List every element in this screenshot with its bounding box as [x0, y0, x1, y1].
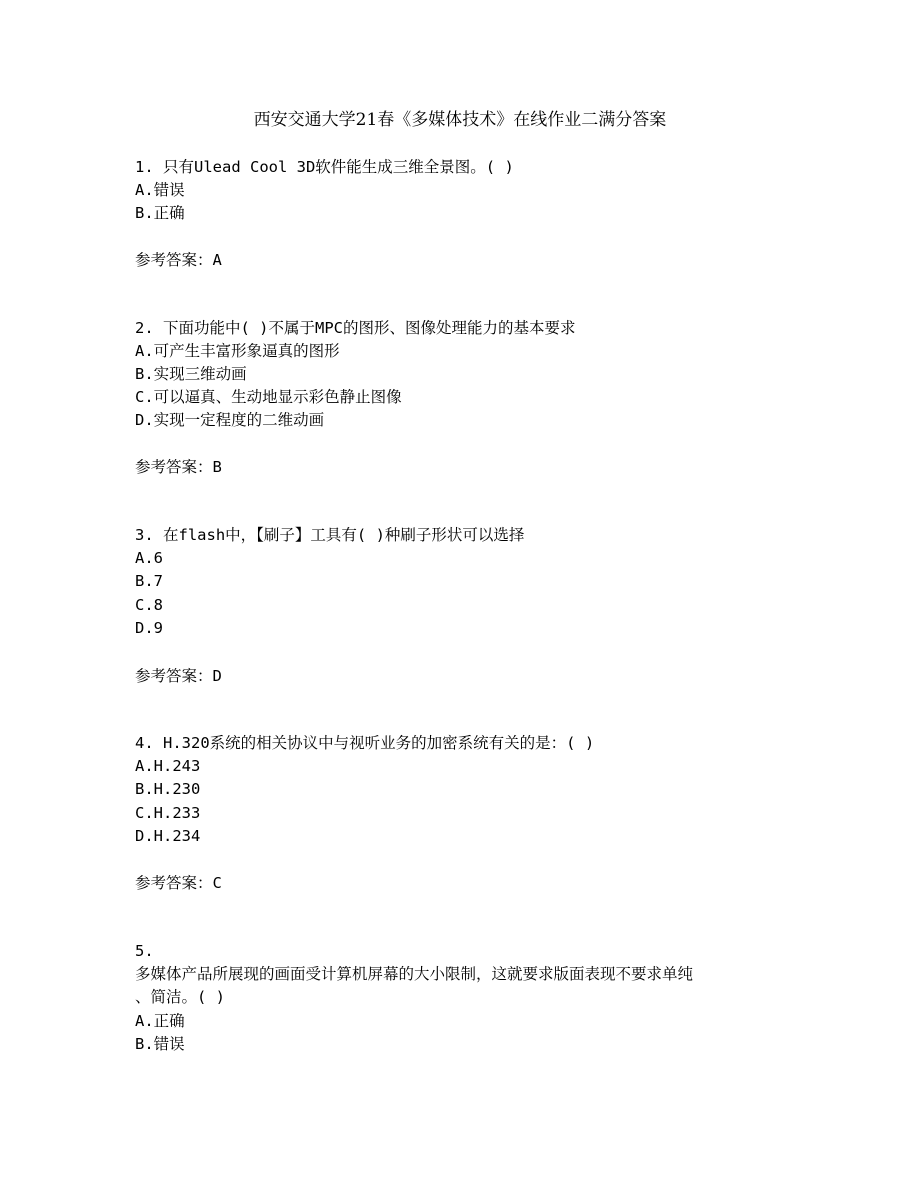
question-5-stem-line-2: 、简洁。( )	[135, 988, 225, 1006]
question-3-answer: 参考答案：D	[135, 667, 222, 685]
question-2-answer: 参考答案：B	[135, 458, 222, 476]
question-3-option-a: A.6	[135, 549, 163, 567]
question-4-option-a: A.H.243	[135, 757, 201, 775]
question-4-answer: 参考答案：C	[135, 874, 222, 892]
question-3-stem: 3. 在flash中，【刷子】工具有( )种刷子形状可以选择	[135, 526, 525, 544]
question-3-option-c: C.8	[135, 596, 163, 614]
question-5-number: 5.	[135, 942, 154, 960]
question-3-option-d: D.9	[135, 619, 163, 637]
question-2-option-c: C.可以逼真、生动地显示彩色静止图像	[135, 388, 402, 406]
question-1-answer: 参考答案：A	[135, 251, 222, 269]
question-1-option-b: B.正确	[135, 204, 185, 222]
question-5-option-b: B.错误	[135, 1035, 185, 1053]
question-5-stem-line-1: 多媒体产品所展现的画面受计算机屏幕的大小限制，这就要求版面表现不要求单纯	[135, 965, 694, 983]
document-title: 西安交通大学21春《多媒体技术》在线作业二满分答案	[253, 110, 667, 130]
question-2-option-a: A.可产生丰富形象逼真的图形	[135, 342, 340, 360]
question-4-option-b: B.H.230	[135, 780, 201, 798]
question-2-option-b: B.实现三维动画	[135, 365, 247, 383]
question-2-stem: 2. 下面功能中( )不属于MPC的图形、图像处理能力的基本要求	[135, 319, 576, 337]
question-2-option-d: D.实现一定程度的二维动画	[135, 411, 325, 429]
question-5-option-a: A.正确	[135, 1012, 185, 1030]
question-4-option-d: D.H.234	[135, 827, 201, 845]
question-1-option-a: A.错误	[135, 181, 185, 199]
question-4-option-c: C.H.233	[135, 804, 201, 822]
question-3-option-b: B.7	[135, 572, 163, 590]
question-1-stem: 1. 只有Ulead Cool 3D软件能生成三维全景图。( )	[135, 158, 514, 176]
question-4-stem: 4. H.320系统的相关协议中与视听业务的加密系统有关的是：( )	[135, 734, 595, 752]
